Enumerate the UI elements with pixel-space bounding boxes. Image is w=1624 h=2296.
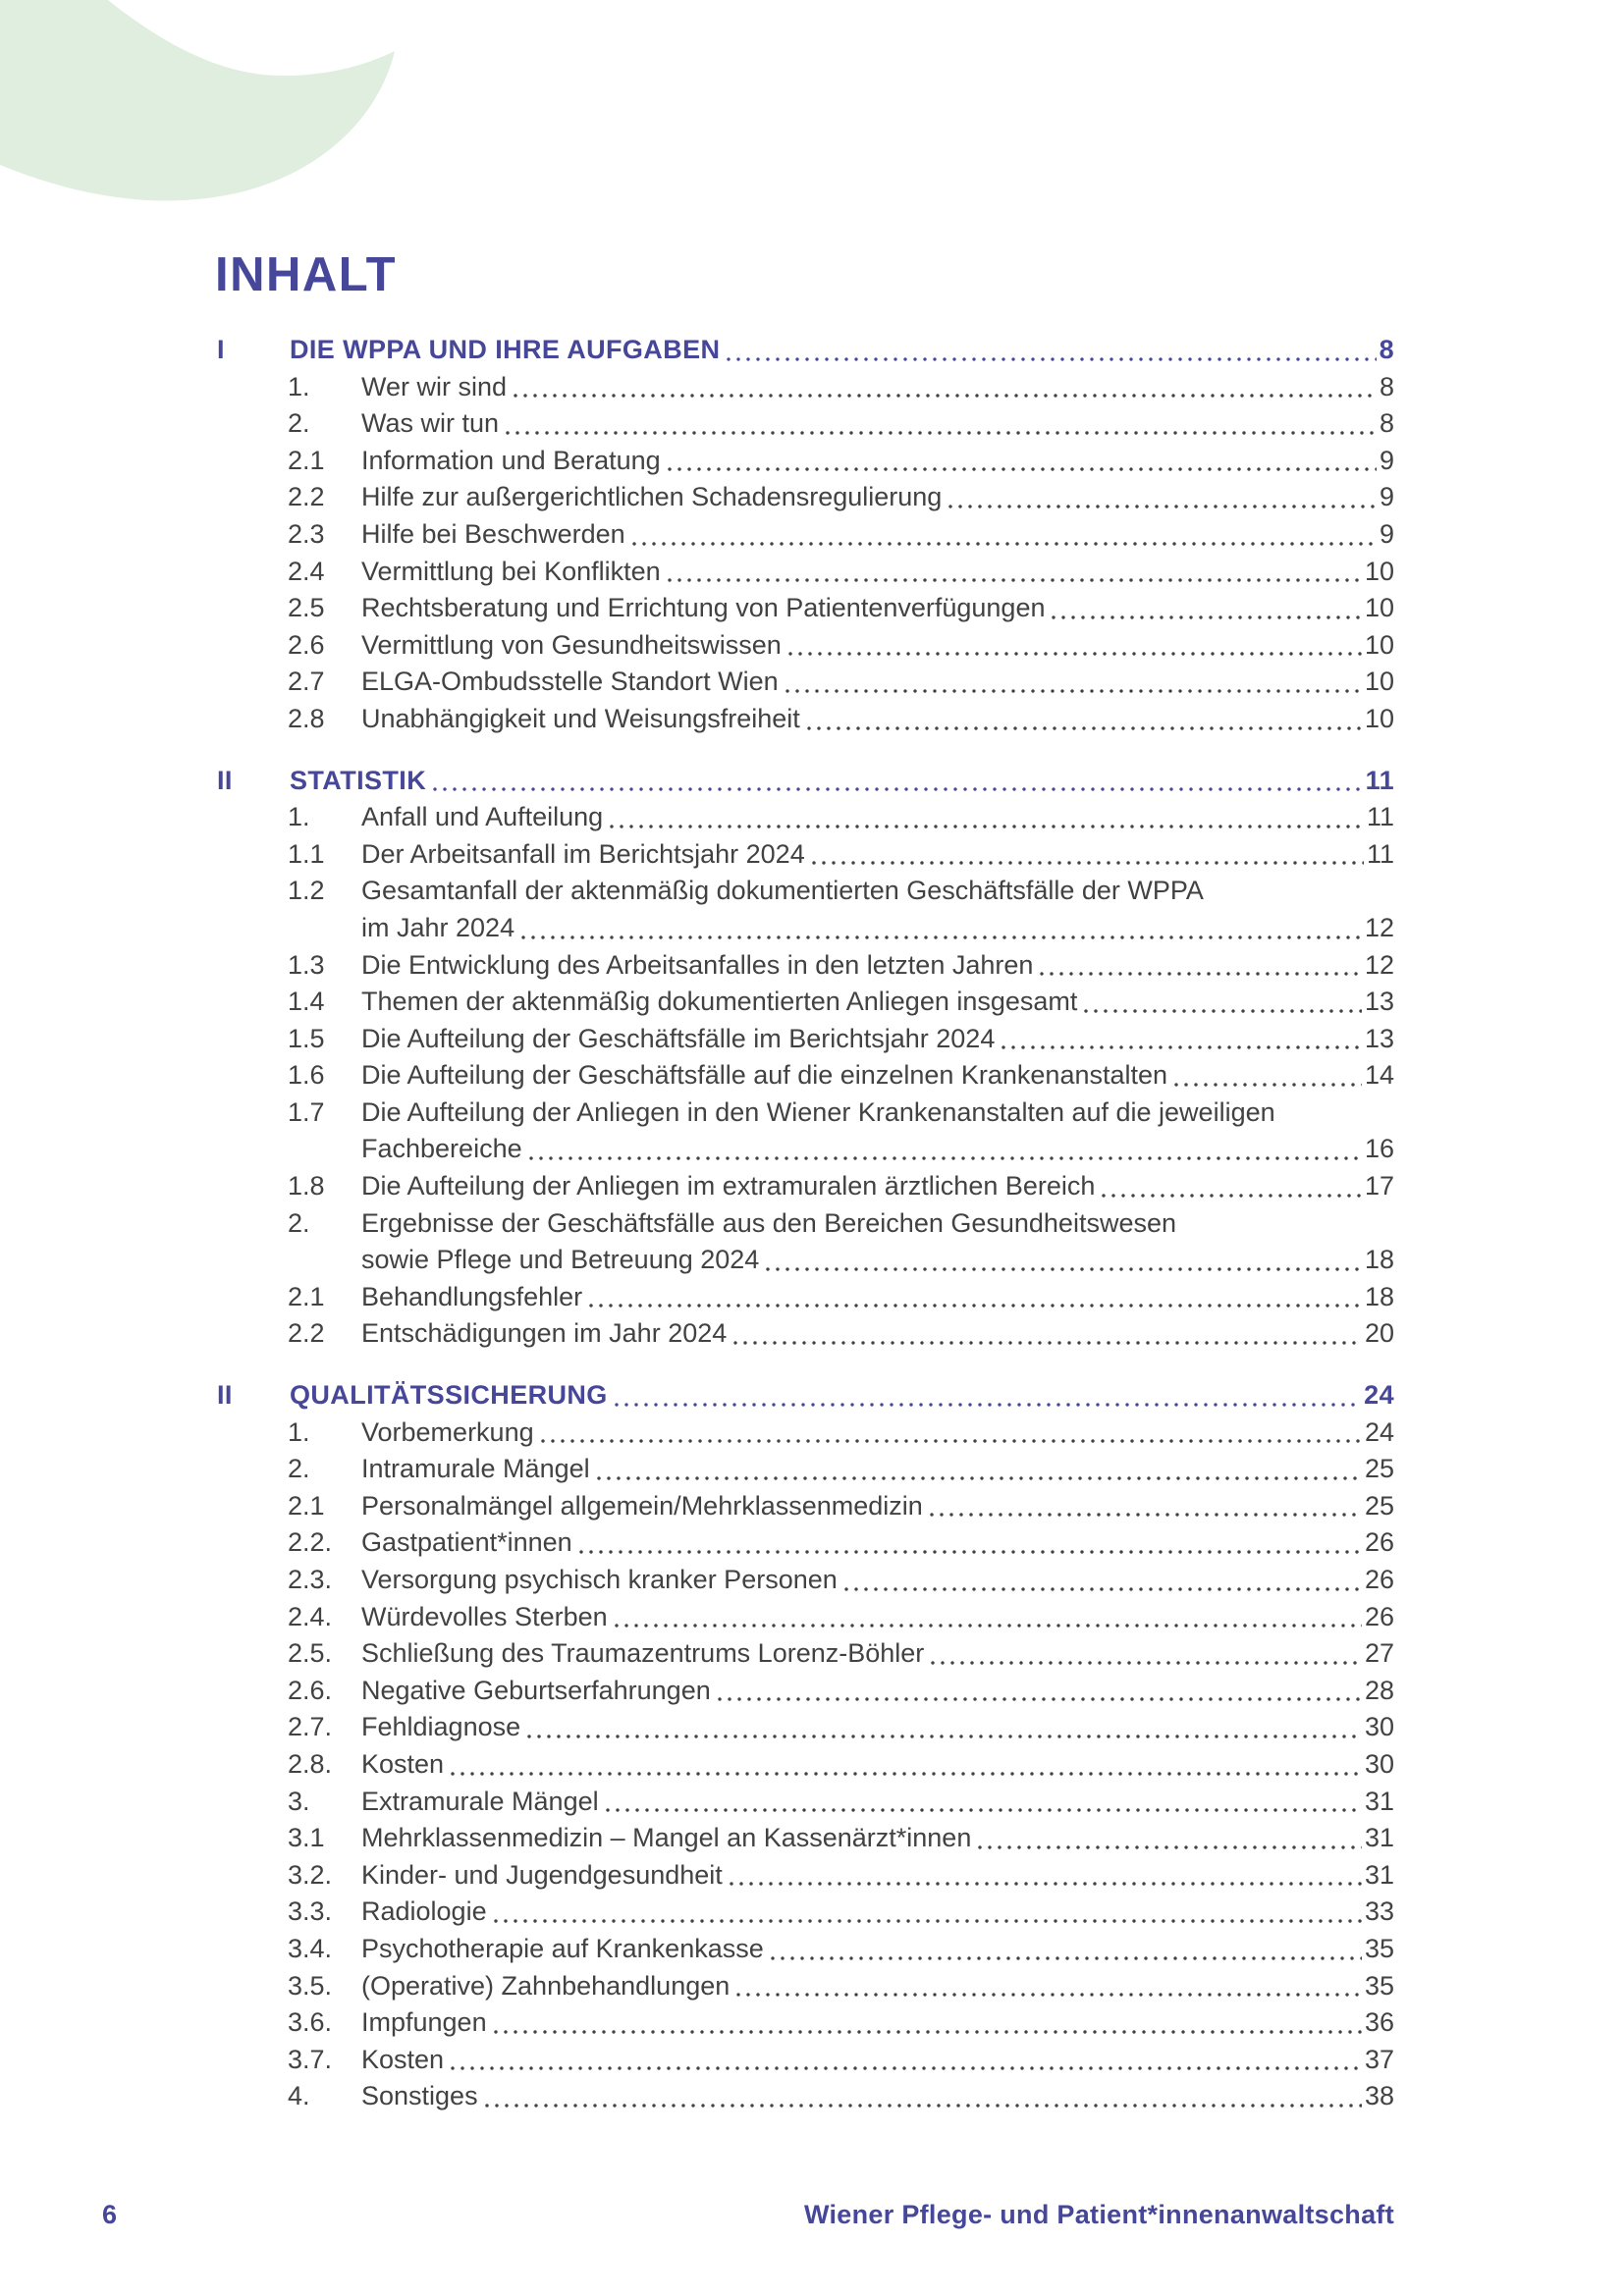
dot-leader (788, 652, 1362, 656)
toc-entry-row[interactable] (217, 1021, 1394, 1058)
dot-leader (579, 1550, 1362, 1554)
toc-entry-label: Kosten (361, 2044, 445, 2074)
toc-entry-row[interactable] (217, 479, 1394, 516)
dot-leader (733, 1341, 1362, 1345)
toc-page-number: 24 (1364, 1380, 1394, 1411)
toc-entry-label: Die Aufteilung der Anliegen im extramuralen ärztlichen Bereich (361, 1171, 1096, 1201)
footer-publisher: Wiener Pflege- und Patient*innenanwaltschaft (803, 2200, 1394, 2229)
dot-leader (451, 2066, 1362, 2070)
dot-leader (606, 1808, 1362, 1812)
toc-entry-number: 1.1 (288, 838, 325, 869)
dot-leader (615, 1624, 1362, 1628)
table-of-contents (217, 332, 1394, 2115)
toc-entry-label: Radiologie (361, 1896, 487, 1927)
dot-leader (948, 505, 1377, 508)
page-title: INHALT (215, 248, 397, 301)
toc-entry-label: Behandlungsfehler (361, 1281, 583, 1311)
toc-page-number: 14 (1364, 1060, 1394, 1091)
toc-page-number: 11 (1366, 802, 1394, 832)
toc-entry-row[interactable] (217, 554, 1394, 591)
dot-leader (727, 357, 1376, 361)
toc-entry-number: 2.4 (288, 556, 325, 586)
toc-entry-row[interactable] (217, 1894, 1394, 1931)
toc-page-number: 10 (1364, 556, 1394, 586)
toc-page-number: 10 (1364, 703, 1394, 733)
toc-page-number: 33 (1364, 1896, 1394, 1927)
toc-entry-row[interactable] (217, 627, 1394, 665)
toc-entry-row[interactable] (217, 1784, 1394, 1821)
toc-entry-number: 3.2. (288, 1859, 333, 1890)
toc-entry-label: Würdevolles Sterben (361, 1601, 608, 1631)
toc-page-number: 25 (1364, 1490, 1394, 1521)
dot-leader (931, 1661, 1362, 1665)
toc-page-number: 10 (1364, 629, 1394, 660)
toc-entry-label: Hilfe zur außergerichtlichen Schadensregulierung (361, 482, 943, 512)
toc-entry-label: Mehrklassenmedizin – Mangel an Kassenärzt*innen (361, 1823, 972, 1853)
decorative-corner-shape (0, 0, 442, 226)
toc-section-numeral: II (217, 1380, 233, 1411)
toc-page-number: 36 (1364, 2007, 1394, 2038)
toc-entry-label: Der Arbeitsanfall im Berichtsjahr 2024 (361, 838, 805, 869)
toc-entry-number: 3.5. (288, 1970, 333, 2001)
dot-leader (1001, 1045, 1362, 1049)
dot-leader (485, 2104, 1362, 2108)
toc-entry-row[interactable] (217, 1746, 1394, 1784)
toc-entry-row[interactable] (217, 1095, 1394, 1132)
toc-entry-label: Versorgung psychisch kranker Personen (361, 1565, 838, 1594)
toc-entry-label: Die Entwicklung des Arbeitsanfalles in den letzten Jahren (361, 949, 1034, 980)
dot-leader (615, 1403, 1361, 1407)
toc-page-number: 8 (1379, 408, 1394, 439)
dot-leader (668, 578, 1362, 582)
toc-entry-number: 1. (288, 1416, 310, 1447)
toc-page-number: 20 (1364, 1318, 1394, 1349)
toc-section-label: DIE WPPA UND IHRE AUFGABEN (290, 335, 721, 364)
toc-entry-row[interactable] (217, 1451, 1394, 1488)
toc-entry-number: 2.7 (288, 667, 325, 697)
toc-entry-label: Hilfe bei Beschwerden (361, 518, 625, 549)
toc-entry-row[interactable] (217, 2078, 1394, 2115)
dot-leader (494, 1919, 1362, 1923)
toc-entry-number: 3.1 (288, 1823, 325, 1853)
toc-entry-number: 1. (288, 802, 310, 832)
dot-leader (1174, 1083, 1362, 1087)
toc-entry-row[interactable] (217, 1524, 1394, 1562)
toc-page-number: 31 (1364, 1859, 1394, 1890)
toc-entry-number: 1.7 (288, 1096, 325, 1127)
toc-entry-label: Information und Beratung (361, 445, 661, 475)
toc-page-number: 35 (1364, 1933, 1394, 1963)
toc-page-number: 16 (1364, 1134, 1394, 1164)
toc-entry-row[interactable] (217, 1931, 1394, 1968)
toc-entry-label: Rechtsberatung und Errichtung von Patientenverfügungen (361, 593, 1046, 623)
toc-entry-number: 2.1 (288, 445, 325, 475)
toc-entry-number: 2.4. (288, 1601, 333, 1631)
toc-page-number: 9 (1379, 482, 1394, 512)
toc-section-numeral: I (217, 335, 225, 364)
toc-entry-row[interactable] (217, 1168, 1394, 1205)
toc-entry-label: (Operative) Zahnbehandlungen (361, 1970, 731, 2001)
toc-entry-number: 3.3. (288, 1896, 333, 1927)
dot-leader (521, 935, 1362, 939)
toc-entry-row[interactable] (217, 1315, 1394, 1353)
toc-entry-number: 2.2. (288, 1527, 333, 1558)
toc-page-number: 38 (1364, 2081, 1394, 2111)
toc-entry-continuation-row[interactable] (217, 1131, 1394, 1168)
toc-entry-label: Fachbereiche (361, 1134, 522, 1164)
toc-entry-number: 1.6 (288, 1060, 325, 1091)
toc-entry-continuation-row[interactable] (217, 910, 1394, 947)
toc-entry-number: 3.6. (288, 2007, 333, 2038)
dot-leader (632, 542, 1377, 546)
toc-entry-row[interactable] (217, 1820, 1394, 1857)
toc-entry-label: sowie Pflege und Betreuung 2024 (361, 1245, 760, 1275)
toc-entry-label: Personalmängel allgemein/Mehrklassenmedizin (361, 1490, 923, 1521)
toc-page-number: 24 (1364, 1416, 1394, 1447)
toc-entry-row[interactable] (217, 1857, 1394, 1895)
toc-entry-label: im Jahr 2024 (361, 912, 515, 942)
dot-leader (494, 2030, 1362, 2034)
toc-entry-number: 2.1 (288, 1490, 325, 1521)
toc-page-number: 31 (1364, 1823, 1394, 1853)
toc-entry-label: ELGA-Ombudsstelle Standort Wien (361, 667, 779, 697)
toc-entry-label: Sonstiges (361, 2081, 478, 2111)
toc-page-number: 10 (1364, 667, 1394, 697)
toc-page-number: 37 (1364, 2044, 1394, 2074)
dot-leader (766, 1267, 1362, 1271)
toc-entry-row[interactable] (217, 1673, 1394, 1710)
toc-section-label: STATISTIK (290, 765, 427, 795)
toc-entry-number: 2.1 (288, 1281, 325, 1311)
dot-leader (589, 1304, 1362, 1308)
toc-entry-number: 2.2 (288, 1318, 325, 1349)
toc-entry-row[interactable] (217, 1415, 1394, 1452)
toc-entry-row[interactable] (217, 1562, 1394, 1599)
toc-entry-label: Anfall und Aufteilung (361, 802, 604, 832)
toc-entry-row[interactable] (217, 1279, 1394, 1316)
toc-page-number: 26 (1364, 1565, 1394, 1594)
toc-entry-label: Ergebnisse der Geschäftsfälle aus den Bereichen Gesundheitswesen (361, 1207, 1176, 1238)
dot-leader (527, 1735, 1362, 1738)
toc-entry-label: Kosten (361, 1748, 445, 1779)
toc-entry-number: 1. (288, 371, 310, 401)
toc-section-row[interactable] (217, 332, 1394, 369)
dot-leader (812, 861, 1364, 865)
dot-leader (807, 726, 1362, 730)
toc-entry-label: Gastpatient*innen (361, 1527, 572, 1558)
toc-entry-label: Wer wir sind (361, 371, 508, 401)
toc-entry-label: Kinder- und Jugendgesundheit (361, 1859, 723, 1890)
dot-leader (433, 787, 1363, 791)
toc-entry-number: 2.2 (288, 482, 325, 512)
toc-entry-label: Impfungen (361, 2007, 487, 2038)
toc-page-number: 9 (1379, 445, 1394, 475)
dot-leader (541, 1439, 1362, 1443)
toc-page-number: 13 (1364, 1023, 1394, 1053)
toc-page-number: 28 (1364, 1675, 1394, 1705)
toc-entry-number: 2.8. (288, 1748, 333, 1779)
dot-leader (930, 1513, 1362, 1517)
toc-entry-number: 1.2 (288, 876, 325, 906)
toc-page-number: 9 (1379, 518, 1394, 549)
toc-entry-label: Vermittlung von Gesundheitswissen (361, 629, 782, 660)
dot-leader (1040, 972, 1362, 976)
toc-entry-row[interactable] (217, 443, 1394, 480)
toc-page-number: 13 (1364, 987, 1394, 1017)
dot-leader (610, 825, 1364, 828)
toc-entry-number: 2.7. (288, 1712, 333, 1742)
toc-entry-number: 2.8 (288, 703, 325, 733)
toc-page-number: 11 (1365, 765, 1394, 795)
toc-section-row[interactable] (217, 763, 1394, 800)
toc-entry-label: Extramurale Mängel (361, 1786, 599, 1816)
dot-leader (506, 431, 1377, 435)
toc-entry-number: 2. (288, 408, 310, 439)
toc-page-number: 8 (1379, 371, 1394, 401)
toc-entry-number: 3. (288, 1786, 310, 1816)
toc-page-number: 26 (1364, 1527, 1394, 1558)
toc-entry-row[interactable] (217, 947, 1394, 985)
toc-entry-row[interactable] (217, 664, 1394, 701)
toc-section-numeral: II (217, 765, 233, 795)
dot-leader (736, 1993, 1362, 1997)
toc-entry-row[interactable] (217, 1057, 1394, 1095)
toc-entry-label: Die Aufteilung der Geschäftsfälle im Berichtsjahr 2024 (361, 1023, 996, 1053)
toc-entry-continuation-row[interactable] (217, 1242, 1394, 1279)
dot-leader (668, 467, 1377, 471)
toc-entry-number: 2.5 (288, 593, 325, 623)
dot-leader (785, 689, 1362, 693)
toc-entry-label: Gesamtanfall der aktenmäßig dokumentierten Geschäftsfälle der WPPA (361, 876, 1204, 906)
toc-entry-label: Fehldiagnose (361, 1712, 521, 1742)
toc-entry-label: Negative Geburtserfahrungen (361, 1675, 711, 1705)
toc-entry-label: Entschädigungen im Jahr 2024 (361, 1318, 728, 1349)
toc-entry-label: Vorbemerkung (361, 1416, 534, 1447)
toc-entry-row[interactable] (217, 405, 1394, 443)
dot-leader (1102, 1194, 1362, 1198)
toc-entry-number: 1.8 (288, 1171, 325, 1201)
dot-leader (718, 1697, 1362, 1701)
toc-page-number: 25 (1364, 1454, 1394, 1484)
toc-entry-label: Psychotherapie auf Krankenkasse (361, 1933, 764, 1963)
toc-entry-number: 2.3. (288, 1565, 333, 1594)
toc-entry-row[interactable] (217, 2042, 1394, 2079)
dot-leader (1084, 1009, 1362, 1013)
toc-entry-number: 2.5. (288, 1638, 333, 1669)
toc-entry-number: 4. (288, 2081, 310, 2111)
toc-entry-row[interactable] (217, 799, 1394, 836)
toc-entry-row[interactable] (217, 1968, 1394, 2005)
toc-entry-row[interactable] (217, 1205, 1394, 1243)
toc-entry-number: 2.6 (288, 629, 325, 660)
toc-entry-number: 3.7. (288, 2044, 333, 2074)
toc-entry-row[interactable] (217, 516, 1394, 554)
toc-entry-label: Was wir tun (361, 408, 500, 439)
toc-section-label: QUALITÄTSSICHERUNG (290, 1380, 608, 1411)
toc-entry-number: 3.4. (288, 1933, 333, 1963)
dot-leader (978, 1845, 1362, 1849)
toc-entry-number: 2.6. (288, 1675, 333, 1705)
toc-entry-number: 2.3 (288, 518, 325, 549)
toc-entry-number: 2. (288, 1207, 310, 1238)
toc-entry-row[interactable] (217, 873, 1394, 910)
toc-page-number: 27 (1364, 1638, 1394, 1669)
toc-entry-label: Intramurale Mängel (361, 1454, 590, 1484)
dot-leader (529, 1156, 1362, 1160)
dot-leader (844, 1587, 1362, 1591)
toc-entry-label: Schließung des Traumazentrums Lorenz-Böhler (361, 1638, 925, 1669)
toc-page-number: 12 (1364, 949, 1394, 980)
toc-entry-row[interactable] (217, 836, 1394, 874)
toc-page-number: 31 (1364, 1786, 1394, 1816)
toc-page-number: 10 (1364, 593, 1394, 623)
dot-leader (451, 1772, 1362, 1776)
toc-page-number: 26 (1364, 1601, 1394, 1631)
dot-leader (1052, 615, 1361, 619)
footer-page-number: 6 (102, 2200, 118, 2229)
toc-entry-row[interactable] (217, 590, 1394, 627)
dot-leader (597, 1476, 1362, 1480)
toc-entry-row[interactable] (217, 2004, 1394, 2042)
toc-page-number: 12 (1364, 912, 1394, 942)
toc-entry-label: Die Aufteilung der Anliegen in den Wiener Krankenanstalten auf die jeweiligen (361, 1096, 1275, 1127)
toc-entry-number: 2. (288, 1454, 310, 1484)
toc-entry-row[interactable] (217, 1599, 1394, 1636)
toc-entry-row[interactable] (217, 369, 1394, 406)
toc-section-row[interactable] (217, 1377, 1394, 1415)
toc-entry-label: Unabhängigkeit und Weisungsfreiheit (361, 703, 800, 733)
toc-entry-row[interactable] (217, 701, 1394, 738)
toc-entry-number: 1.4 (288, 987, 325, 1017)
toc-page-number: 18 (1364, 1245, 1394, 1275)
toc-page-number: 35 (1364, 1970, 1394, 2001)
toc-page-number: 17 (1364, 1171, 1394, 1201)
toc-page-number: 8 (1379, 335, 1394, 364)
toc-page-number: 30 (1364, 1712, 1394, 1742)
toc-page-number: 30 (1364, 1748, 1394, 1779)
toc-entry-row[interactable] (217, 1635, 1394, 1673)
toc-page-number: 11 (1366, 838, 1394, 869)
toc-entry-row[interactable] (217, 1488, 1394, 1525)
toc-entry-row[interactable] (217, 984, 1394, 1021)
dot-leader (514, 394, 1377, 398)
toc-entry-label: Die Aufteilung der Geschäftsfälle auf die einzelnen Krankenanstalten (361, 1060, 1168, 1091)
toc-entry-label: Vermittlung bei Konflikten (361, 556, 661, 586)
toc-entry-row[interactable] (217, 1709, 1394, 1746)
toc-entry-number: 1.5 (288, 1023, 325, 1053)
dot-leader (730, 1882, 1362, 1886)
toc-entry-label: Themen der aktenmäßig dokumentierten Anliegen insgesamt (361, 987, 1078, 1017)
toc-page-number: 18 (1364, 1281, 1394, 1311)
dot-leader (771, 1956, 1362, 1960)
toc-entry-number: 1.3 (288, 949, 325, 980)
